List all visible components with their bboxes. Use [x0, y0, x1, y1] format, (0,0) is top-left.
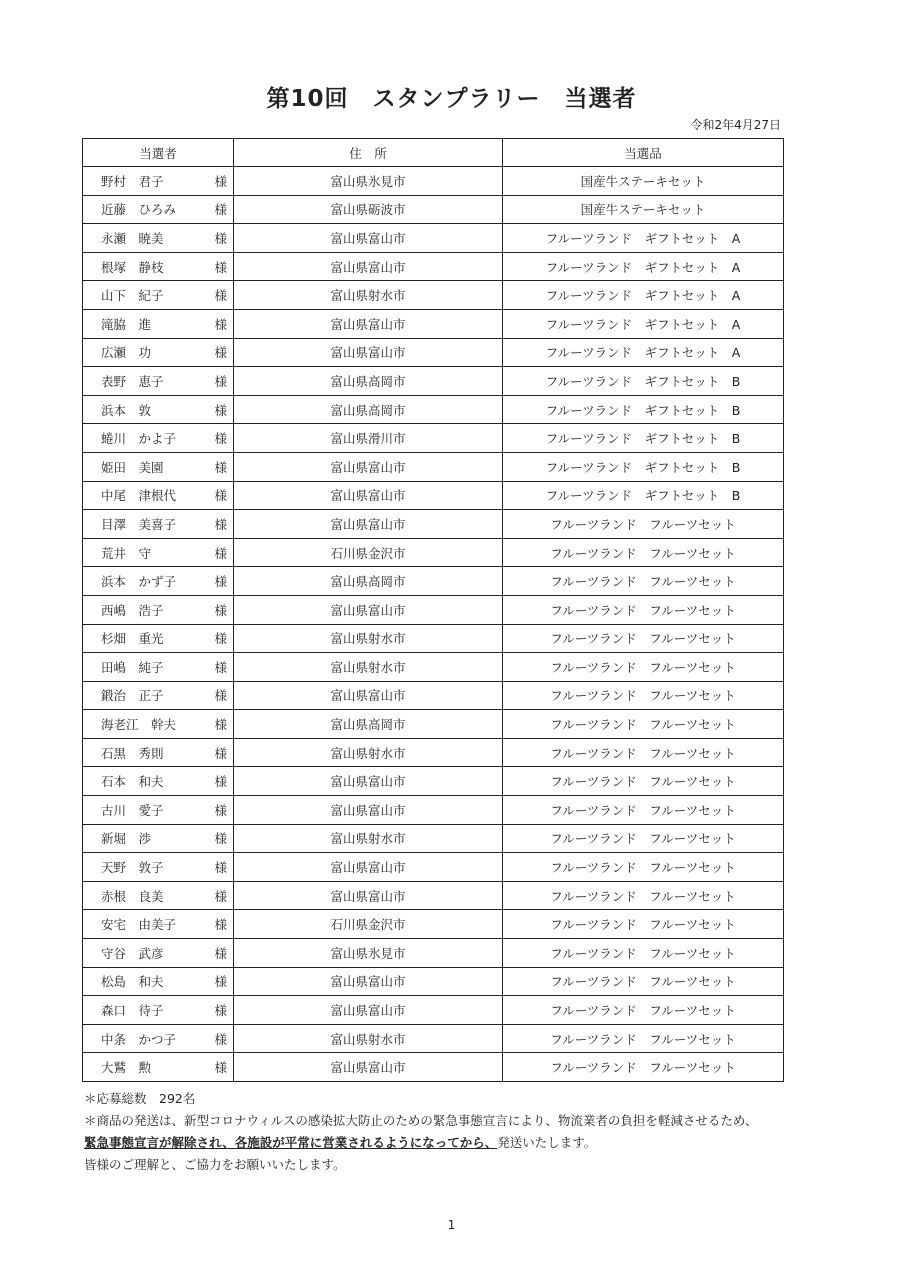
thanks-note: 皆様のご理解と、ご協力をお願いいたします。 [84, 1157, 346, 1172]
honorific: 様 [214, 345, 227, 361]
table-row [83, 595, 784, 624]
winner-name: 近藤 ひろみ [101, 202, 177, 218]
winner-cell [83, 653, 234, 682]
winner-cell [83, 853, 234, 882]
winner-cell [83, 939, 234, 968]
prize-cell: フルーツランド フルーツセット [503, 767, 784, 796]
winner-cell [83, 424, 234, 453]
winner-name: 野村 君子 [101, 173, 164, 189]
table-row [83, 510, 784, 539]
winner-name: 守谷 武彦 [101, 945, 164, 961]
table-row [83, 567, 784, 596]
winner-name: 根塚 静枝 [101, 259, 164, 275]
table-row [83, 910, 784, 939]
address-cell: 石川県金沢市 [234, 538, 503, 567]
address-cell: 富山県富山市 [234, 595, 503, 624]
honorific: 様 [214, 173, 227, 189]
notes [84, 1088, 757, 1176]
honorific: 様 [214, 574, 227, 590]
winner-cell [83, 195, 234, 224]
table-row [83, 653, 784, 682]
prize-cell: フルーツランド フルーツセット [503, 796, 784, 825]
table-row [83, 1024, 784, 1053]
prize-cell: フルーツランド ギフトセット B [503, 424, 784, 453]
winner-name: 新堀 渉 [101, 831, 152, 847]
prize-cell: フルーツランド フルーツセット [503, 1053, 784, 1082]
winner-cell [83, 309, 234, 338]
winner-cell [83, 338, 234, 367]
winner-name: 森口 待子 [101, 1003, 164, 1019]
prize-cell: フルーツランド フルーツセット [503, 824, 784, 853]
address-cell: 富山県富山市 [234, 881, 503, 910]
address-cell: 富山県高岡市 [234, 567, 503, 596]
winner-name: 目澤 美喜子 [101, 516, 177, 532]
table-row [83, 309, 784, 338]
winners-table [82, 138, 784, 1082]
prize-cell: フルーツランド フルーツセット [503, 939, 784, 968]
winner-name: 永瀬 暁美 [101, 230, 164, 246]
header-winner: 当選者 [83, 139, 234, 167]
prize-cell: フルーツランド フルーツセット [503, 738, 784, 767]
table-row [83, 538, 784, 567]
winner-cell [83, 738, 234, 767]
winner-name: 滝脇 進 [101, 316, 152, 332]
winner-cell [83, 252, 234, 281]
honorific: 様 [214, 288, 227, 304]
winner-name: 石黒 秀則 [101, 745, 164, 761]
honorific: 様 [214, 659, 227, 675]
prize-cell: フルーツランド フルーツセット [503, 710, 784, 739]
honorific: 様 [214, 631, 227, 647]
address-cell: 富山県富山市 [234, 338, 503, 367]
address-cell: 富山県射水市 [234, 653, 503, 682]
table-row [83, 167, 784, 196]
header-prize: 当選品 [503, 139, 784, 167]
address-cell: 富山県富山市 [234, 510, 503, 539]
winner-cell [83, 767, 234, 796]
honorific: 様 [214, 488, 227, 504]
winner-name: 荒井 守 [101, 545, 152, 561]
honorific: 様 [214, 802, 227, 818]
winner-cell [83, 167, 234, 196]
honorific: 様 [214, 1060, 227, 1076]
table-row [83, 967, 784, 996]
winner-cell [83, 395, 234, 424]
address-cell: 富山県富山市 [234, 853, 503, 882]
address-cell: 富山県富山市 [234, 767, 503, 796]
total-entries: ＊応募総数 292名 [84, 1091, 196, 1106]
prize-cell: フルーツランド ギフトセット A [503, 252, 784, 281]
address-cell: 富山県高岡市 [234, 367, 503, 396]
page-number: 1 [447, 1218, 456, 1232]
honorific: 様 [214, 688, 227, 704]
winner-name: 赤根 良美 [101, 888, 164, 904]
table-row [83, 395, 784, 424]
shipping-note-end: 発送いたします。 [497, 1135, 597, 1150]
address-cell: 富山県富山市 [234, 224, 503, 253]
winner-name: 中条 かつ子 [101, 1031, 177, 1047]
table-row [83, 281, 784, 310]
winner-name: 石本 和夫 [101, 774, 164, 790]
winner-cell [83, 1024, 234, 1053]
winner-cell [83, 1053, 234, 1082]
winner-cell [83, 367, 234, 396]
table-row [83, 452, 784, 481]
winner-name: 蜷川 かよ子 [101, 431, 177, 447]
table-row [83, 1053, 784, 1082]
address-cell: 富山県滑川市 [234, 424, 503, 453]
honorific: 様 [214, 459, 227, 475]
prize-cell: フルーツランド フルーツセット [503, 510, 784, 539]
honorific: 様 [214, 373, 227, 389]
address-cell: 富山県富山市 [234, 681, 503, 710]
address-cell: 富山県氷見市 [234, 167, 503, 196]
address-cell: 富山県砺波市 [234, 195, 503, 224]
address-cell: 富山県高岡市 [234, 710, 503, 739]
honorific: 様 [214, 516, 227, 532]
shipping-note: ＊商品の発送は、新型コロナウィルスの感染拡大防止のための緊急事態宣言により、物流業者の負担を軽減させるため、 [84, 1113, 758, 1128]
address-cell: 富山県富山市 [234, 481, 503, 510]
prize-cell: フルーツランド ギフトセット B [503, 395, 784, 424]
honorific: 様 [214, 860, 227, 876]
table-row [83, 195, 784, 224]
address-cell: 富山県富山市 [234, 252, 503, 281]
honorific: 様 [214, 402, 227, 418]
table-row [83, 624, 784, 653]
winner-cell [83, 510, 234, 539]
winner-name: 古川 愛子 [101, 802, 164, 818]
table-row [83, 681, 784, 710]
honorific: 様 [214, 831, 227, 847]
winner-cell [83, 481, 234, 510]
winner-cell [83, 996, 234, 1025]
honorific: 様 [214, 745, 227, 761]
prize-cell: フルーツランド フルーツセット [503, 538, 784, 567]
table-row [83, 338, 784, 367]
address-cell: 富山県富山市 [234, 309, 503, 338]
address-cell: 富山県富山市 [234, 1053, 503, 1082]
prize-cell: フルーツランド ギフトセット A [503, 224, 784, 253]
prize-cell: フルーツランド フルーツセット [503, 853, 784, 882]
prize-cell: フルーツランド ギフトセット B [503, 367, 784, 396]
address-cell: 富山県富山市 [234, 796, 503, 825]
winner-cell [83, 538, 234, 567]
winner-name: 安宅 由美子 [101, 917, 177, 933]
honorific: 様 [214, 945, 227, 961]
honorific: 様 [214, 917, 227, 933]
table-row [83, 853, 784, 882]
honorific: 様 [214, 1003, 227, 1019]
winner-name: 西嶋 浩子 [101, 602, 164, 618]
address-cell: 富山県高岡市 [234, 395, 503, 424]
winner-name: 田嶋 純子 [101, 659, 164, 675]
table-row [83, 881, 784, 910]
honorific: 様 [214, 545, 227, 561]
header-address: 住 所 [234, 139, 503, 167]
table-row [83, 252, 784, 281]
honorific: 様 [214, 202, 227, 218]
table-row [83, 738, 784, 767]
address-cell: 石川県金沢市 [234, 910, 503, 939]
table-row [83, 481, 784, 510]
prize-cell: フルーツランド フルーツセット [503, 624, 784, 653]
address-cell: 富山県富山市 [234, 996, 503, 1025]
prize-cell: フルーツランド フルーツセット [503, 681, 784, 710]
prize-cell: フルーツランド フルーツセット [503, 996, 784, 1025]
honorific: 様 [214, 888, 227, 904]
address-cell: 富山県射水市 [234, 624, 503, 653]
winner-name: 山下 紀子 [101, 288, 164, 304]
winner-name: 天野 敦子 [101, 860, 164, 876]
winner-name: 表野 恵子 [101, 373, 164, 389]
table-row [83, 996, 784, 1025]
table-header [83, 139, 784, 167]
winner-cell [83, 595, 234, 624]
prize-cell: フルーツランド フルーツセット [503, 1024, 784, 1053]
table-row [83, 796, 784, 825]
honorific: 様 [214, 316, 227, 332]
winner-name: 松島 和夫 [101, 974, 164, 990]
honorific: 様 [214, 259, 227, 275]
page-title: 第10回 スタンプラリー 当選者 [266, 86, 637, 112]
address-cell: 富山県射水市 [234, 824, 503, 853]
prize-cell: 国産牛ステーキセット [503, 167, 784, 196]
honorific: 様 [214, 431, 227, 447]
prize-cell: フルーツランド ギフトセット A [503, 309, 784, 338]
table-row [83, 224, 784, 253]
winner-name: 中尾 津根代 [101, 488, 177, 504]
winner-name: 姫田 美園 [101, 459, 164, 475]
table-row [83, 710, 784, 739]
address-cell: 富山県射水市 [234, 1024, 503, 1053]
winner-cell [83, 881, 234, 910]
address-cell: 富山県射水市 [234, 738, 503, 767]
winner-cell [83, 967, 234, 996]
prize-cell: フルーツランド ギフトセット A [503, 338, 784, 367]
table-row [83, 424, 784, 453]
table-row [83, 367, 784, 396]
honorific: 様 [214, 974, 227, 990]
prize-cell: フルーツランド フルーツセット [503, 910, 784, 939]
address-cell: 富山県氷見市 [234, 939, 503, 968]
honorific: 様 [214, 602, 227, 618]
prize-cell: フルーツランド フルーツセット [503, 567, 784, 596]
prize-cell: フルーツランド フルーツセット [503, 967, 784, 996]
address-cell: 富山県富山市 [234, 967, 503, 996]
honorific: 様 [214, 774, 227, 790]
prize-cell: フルーツランド フルーツセット [503, 595, 784, 624]
prize-cell: フルーツランド ギフトセット A [503, 281, 784, 310]
prize-cell: フルーツランド ギフトセット B [503, 481, 784, 510]
prize-cell: フルーツランド フルーツセット [503, 653, 784, 682]
table-row [83, 939, 784, 968]
honorific: 様 [214, 717, 227, 733]
winner-cell [83, 910, 234, 939]
date: 令和2年4月27日 [690, 118, 781, 132]
winner-cell [83, 796, 234, 825]
winner-name: 海老江 幹夫 [101, 717, 177, 733]
winner-name: 杉畑 重光 [101, 631, 164, 647]
winner-name: 浜本 かず子 [101, 574, 177, 590]
winner-cell [83, 824, 234, 853]
table-row [83, 767, 784, 796]
address-cell: 富山県射水市 [234, 281, 503, 310]
winner-cell [83, 624, 234, 653]
honorific: 様 [214, 230, 227, 246]
prize-cell: 国産牛ステーキセット [503, 195, 784, 224]
address-cell: 富山県富山市 [234, 452, 503, 481]
prize-cell: フルーツランド ギフトセット B [503, 452, 784, 481]
honorific: 様 [214, 1031, 227, 1047]
winner-cell [83, 224, 234, 253]
winner-cell [83, 681, 234, 710]
winner-name: 大鷲 勲 [101, 1060, 152, 1076]
winner-cell [83, 567, 234, 596]
winner-name: 浜本 敦 [101, 402, 152, 418]
winner-cell [83, 710, 234, 739]
winner-name: 広瀬 功 [101, 345, 152, 361]
table-row [83, 824, 784, 853]
prize-cell: フルーツランド フルーツセット [503, 881, 784, 910]
winner-cell [83, 281, 234, 310]
winner-name: 鍛治 正子 [101, 688, 164, 704]
winner-cell [83, 452, 234, 481]
shipping-note-underlined: 緊急事態宣言が解除され、各施設が平常に営業されるようになってから、 [84, 1135, 498, 1150]
